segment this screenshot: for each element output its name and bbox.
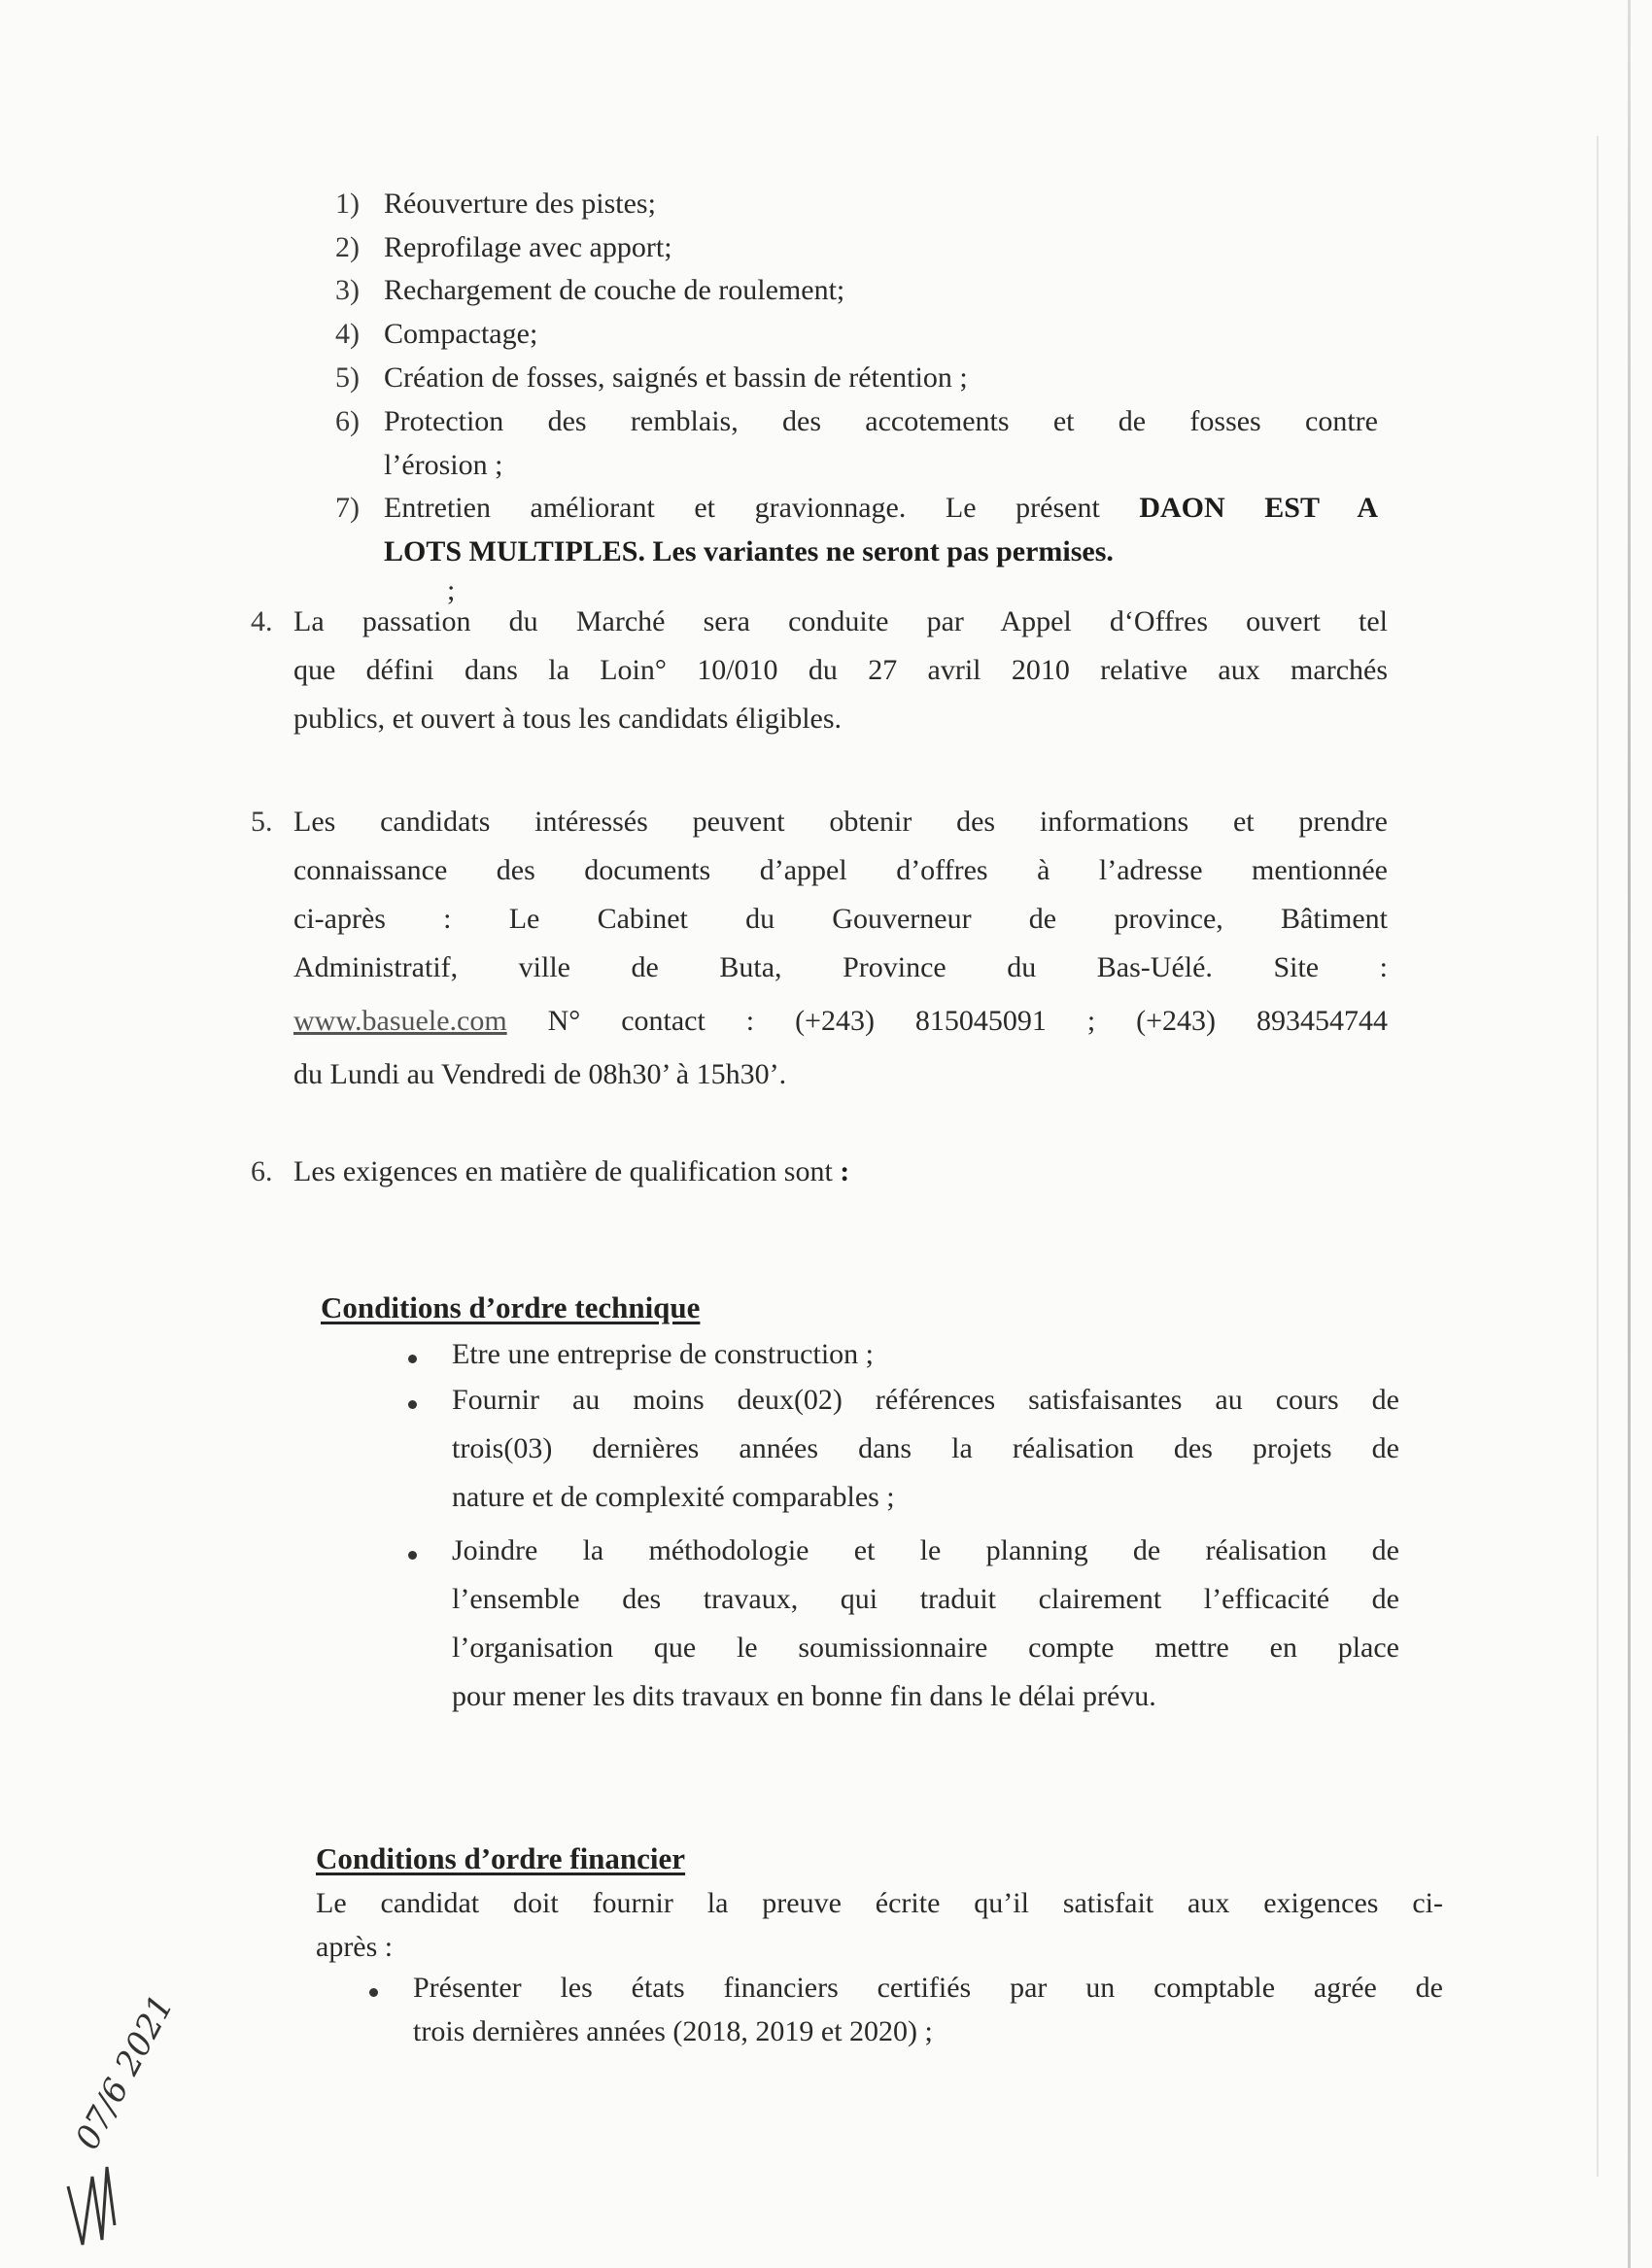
list-item-number: 6) <box>335 405 360 437</box>
bullet-text: Joindre la méthodologie et le planning de réalisation de <box>452 1534 1399 1566</box>
list-item-text: Création de fosses, saignés et bassin de rétention ; <box>384 361 968 394</box>
paragraph-line <box>293 1004 1388 1039</box>
bullet-text: trois dernières années (2018, 2019 et 2020) ; <box>413 2015 933 2047</box>
paragraph-line: du Lundi au Vendredi de 08h30’ à 15h30’. <box>293 1058 787 1090</box>
list-item-number: 1) <box>335 188 360 220</box>
section-text: Les exigences en matière de qualification sont <box>293 1155 841 1187</box>
contact-numbers: N° contact : (+243) 815045091 ; (+243) 893454744 <box>506 1005 1388 1037</box>
bullet-text: trois(03) dernières années dans la réalisation des projets de <box>452 1432 1399 1464</box>
paragraph-line: ci-après : Le Cabinet du Gouverneur de province, Bâtiment <box>293 903 1388 935</box>
website-link[interactable]: www.basuele.com <box>293 1005 507 1037</box>
list-item-number: 5) <box>335 361 360 394</box>
scan-edge-shadow <box>1597 136 1599 2177</box>
paragraph-line: après : <box>316 1931 394 1963</box>
bullet-icon <box>408 1400 417 1409</box>
paragraph-line: Les candidats intéressés peuvent obtenir des informations et prendre <box>293 806 1388 838</box>
bullet-icon <box>369 1988 378 1997</box>
section-heading-financial: Conditions d’ordre financier <box>316 1841 686 1875</box>
list-item-number: 7) <box>335 492 360 524</box>
scan-edge <box>1628 0 1631 2268</box>
list-item-text: Compactage; <box>384 318 538 350</box>
bullet-text: l’ensemble des travaux, qui traduit clairement l’efficacité de <box>452 1583 1399 1615</box>
list-item-text: Rechargement de couche de roulement; <box>384 274 845 306</box>
paragraph-line: Administratif, ville de Buta, Province du Bas-Uélé. Site : <box>293 951 1388 983</box>
list-item-text-part: Entretien améliorant et gravionnage. Le présent <box>384 492 1140 524</box>
paragraph-line: La passation du Marché sera conduite par Appel d‘Offres ouvert tel <box>293 605 1388 637</box>
list-item-number: 3) <box>335 274 360 306</box>
bullet-icon <box>408 1355 417 1363</box>
list-item-text <box>384 491 1378 526</box>
bullet-text: Présenter les états financiers certifiés par un comptable agrée de <box>413 1972 1443 2004</box>
paragraph-line: connaissance des documents d’appel d’offres à l’adresse mentionnée <box>293 854 1388 886</box>
list-item-text: l’érosion ; <box>384 449 503 481</box>
handwritten-signature-date: 07/6 2021 <box>68 1988 182 2156</box>
bullet-text: pour mener les dits travaux en bonne fin dans le délai prévu. <box>452 1680 1156 1712</box>
section-colon: : <box>840 1155 850 1187</box>
bullet-text: Fournir au moins deux(02) références satisfaisantes au cours de <box>452 1384 1399 1416</box>
paragraph-line: publics, et ouvert à tous les candidats éligibles. <box>293 703 843 735</box>
list-item-text: Protection des remblais, des accotements et de fosses contre <box>384 405 1378 437</box>
paragraph-line: Le candidat doit fournir la preuve écrite qu’il satisfait aux exigences ci- <box>316 1887 1443 1919</box>
section-number: 6. <box>251 1155 273 1187</box>
paragraph-line <box>293 1154 849 1189</box>
section-heading-technical: Conditions d’ordre technique <box>321 1290 701 1324</box>
list-item-bold-text: LOTS MULTIPLES. Les variantes ne seront pas permises. <box>384 535 1114 567</box>
section-number: 5. <box>251 806 273 838</box>
stray-mark: ; <box>447 574 456 606</box>
paragraph-line: que défini dans la Loin° 10/010 du 27 avril 2010 relative aux marchés <box>293 654 1388 686</box>
section-number: 4. <box>251 605 273 637</box>
list-item-bold-text: DAON EST A <box>1139 492 1378 524</box>
list-item-text <box>384 534 1114 569</box>
bullet-text: Etre une entreprise de construction ; <box>452 1338 875 1370</box>
bullet-icon <box>408 1551 417 1560</box>
list-item-text: Reprofilage avec apport; <box>384 231 672 263</box>
list-item-number: 4) <box>335 318 360 350</box>
list-item-text: Réouverture des pistes; <box>384 188 656 220</box>
bullet-text: nature et de complexité comparables ; <box>452 1481 895 1513</box>
bullet-text: l’organisation que le soumissionnaire compte mettre en place <box>452 1632 1399 1664</box>
list-item-number: 2) <box>335 231 360 263</box>
